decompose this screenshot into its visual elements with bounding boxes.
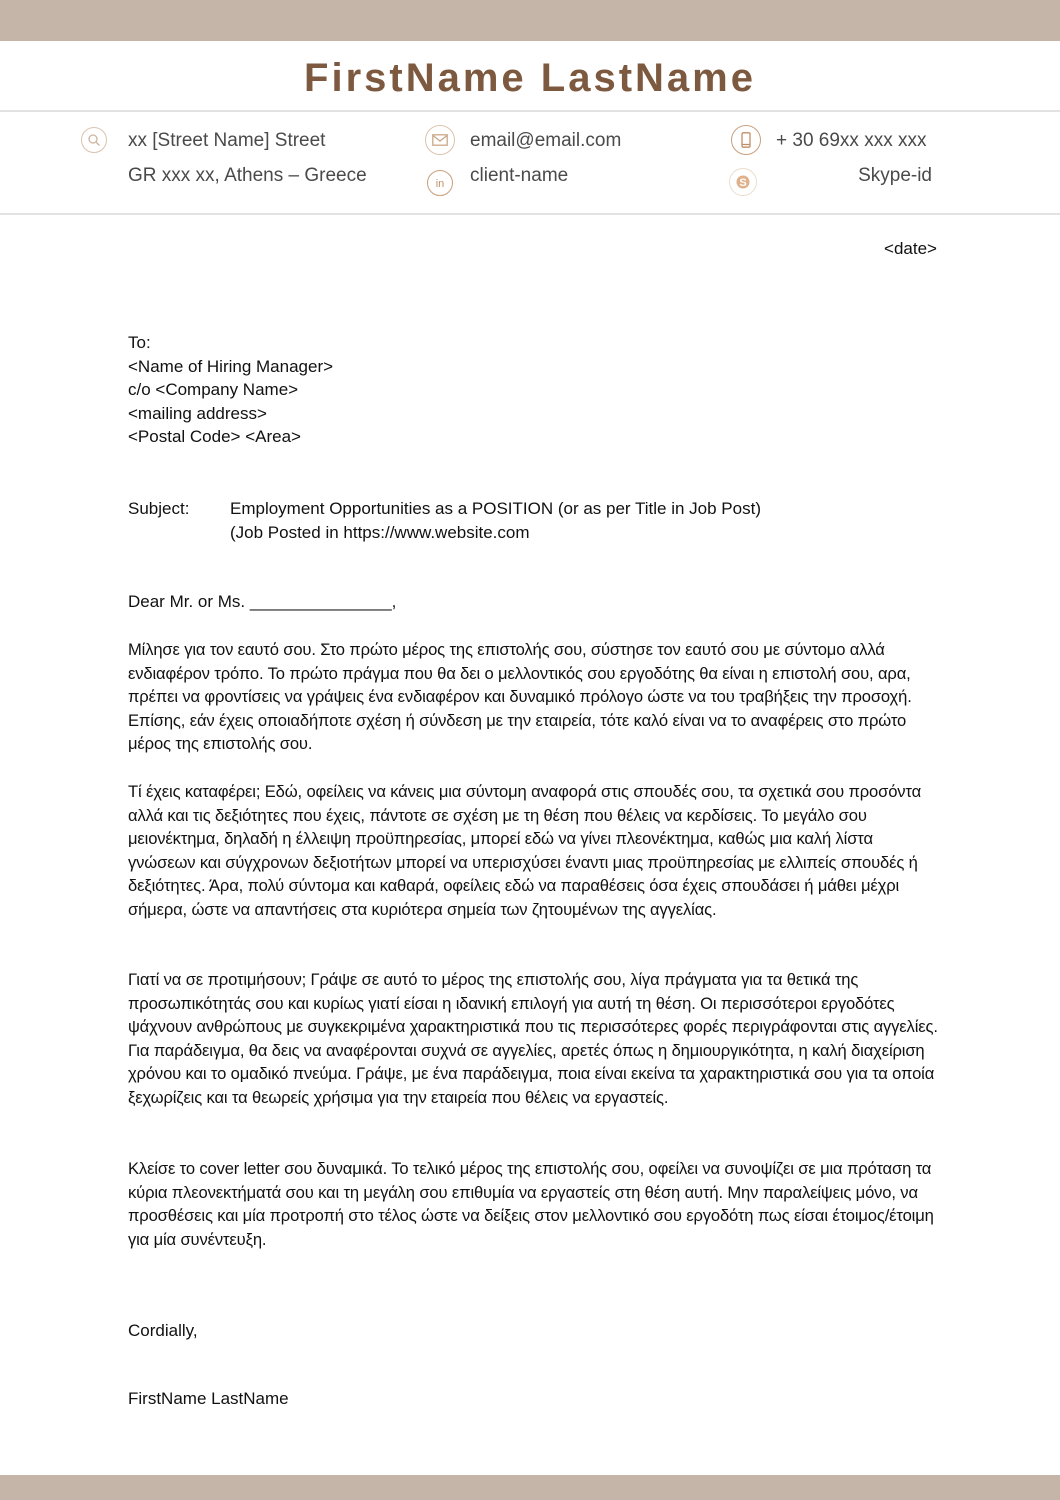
recipient-line: c/o <Company Name> xyxy=(128,380,299,400)
recipient-line: <Postal Code> <Area> xyxy=(128,427,301,447)
subject-text xyxy=(230,497,761,544)
envelope-icon xyxy=(425,125,455,155)
skype-text: Skype-id xyxy=(858,165,932,186)
search-icon xyxy=(81,127,107,153)
closing: Cordially, xyxy=(128,1321,198,1340)
skype-icon xyxy=(729,168,757,196)
header-name: FirstName LastName xyxy=(304,56,756,100)
address-line-1: xx [Street Name] Street xyxy=(128,130,326,151)
recipient-line: <mailing address> xyxy=(128,403,267,423)
mobile-phone-icon xyxy=(731,125,761,155)
linkedin-text: client-name xyxy=(470,165,569,186)
body-paragraph: Κλείσε το cover letter σου δυναμικά. Το τελικό μέρος της επιστολής σου, οφείλει να συνοψίζει σε μια πρόταση τα κύρια πλεονεκτήματά σου και τη μεγάλη σου επιθυμία να εργαστείς στη θέση αυτή. Μην παραλείψεις μόνο, να προσθέσεις και μία προτροπή στο τέλος ώστε να δείξεις στον μελλοντικό σου εργοδότη πως είσαι έτοιμος/έτοιμη για μία συνέντευξη. xyxy=(128,1159,934,1249)
recipient-line: <Name of Hiring Manager> xyxy=(128,356,334,376)
body-paragraph: Μίλησε για τον εαυτό σου. Στο πρώτο μέρος της επιστολής σου, σύστησε τον εαυτό σου με σύντομο αλλά ενδιαφέρον τρόπο. Το πρώτο πράγμα που θα δει ο μελλοντικός σου εργοδότης θα είναι η επιστολή σου, αρα, πρέπει να φροντίσεις να γράψεις ένα ενδιαφέρον και δυναμικό πρόλογο ώστε να του τραβήξεις την προσοχή. Επίσης, εάν έχεις οποιαδήποτε σχέση ή σύνδεση με την εταιρεία, τότε καλό είναι να το αναφέρεις στο πρώτο μέρος της επιστολής σου. xyxy=(128,640,912,754)
address-line-2: GR xxx xx, Athens – Greece xyxy=(128,165,367,186)
top-decorative-band xyxy=(0,0,1060,41)
subject-line: Employment Opportunities as a POSITION (or as per Title in Job Post) xyxy=(230,499,761,518)
body-paragraph: Γιατί να σε προτιμήσουν; Γράψε σε αυτό το μέρος της επιστολής σου, λίγα πράγματα για τα θετικά της προσωπικότητάς σου και κυρίως γιατί είσαι η ιδανική επιλογή για αυτή τη θέση. Οι περισσότεροι εργοδότες ψάχνουν ανθρώπους με συγκεκριμένα χαρακτηριστικά που τις περισσότερες φορές περιγράφονται στις αγγελίες. Για παράδειγμα, θα δεις να αναφέρονται συχνά σε αγγελίες, αρετές όπως η δημιουργικότητα, η καλή διαχείριση χρόνου και το ομαδικό πνεύμα. Γράψε, με ένα παράδειγμα, ποια είναι εκείνα τα χαρακτηριστικά σου για τα οποία ξεχωρίζεις και τα θεωρείς χρήσιμα για την εταιρεία που θέλεις να εργαστείς. xyxy=(128,970,938,1107)
phone-text: + 30 69xx xxx xxx xyxy=(776,130,927,151)
header-divider-bottom xyxy=(0,213,1060,215)
subject-line: (Job Posted in https://www.website.com xyxy=(230,522,530,542)
recipient-line: To: xyxy=(128,333,151,352)
header-divider-top xyxy=(0,110,1060,112)
letter-date: <date> xyxy=(884,239,937,258)
bottom-decorative-band xyxy=(0,1475,1060,1500)
linkedin-icon xyxy=(427,170,453,196)
body-paragraph: Τί έχεις καταφέρει; Εδώ, οφείλεις να κάνεις μια σύντομη αναφορά στις σπουδές σου, τα σχετικά σου προσόντα αλλά και τις δεξιότητες που έχεις, πάντοτε σε σχέση με τη θέση που θέλεις να κερδίσεις. Το μεγάλο σου μειονέκτημα, δηλαδή η έλλειψη προϋπηρεσίας, μπορεί εδώ να γίνει πλεονέκτημα, καθώς μια καλή λίστα γνώσεων και σύγχρονων δεξιοτήτων μπορεί να υπερισχύσει έναντι μιας προϋπηρεσίας με ελλιπείς σπουδές ή δεξιότητες. Άρα, πολύ σύντομα και καθαρά, οφείλεις εδώ να παραθέσεις όσα έχεις σπουδάσει ή μάθει μέχρι σήμερα, ώστε να απαντήσεις στα κυριότερα σημεία των ζητουμένων της αγγελίας. xyxy=(128,782,922,919)
subject-label: Subject: xyxy=(128,499,190,518)
signature: FirstName LastName xyxy=(128,1389,289,1408)
svg-text:S: S xyxy=(739,177,747,189)
recipient-block xyxy=(128,331,333,449)
salutation: Dear Mr. or Ms. _______________, xyxy=(128,592,397,611)
svg-text:in: in xyxy=(435,178,445,190)
email-text: email@email.com xyxy=(470,130,622,151)
